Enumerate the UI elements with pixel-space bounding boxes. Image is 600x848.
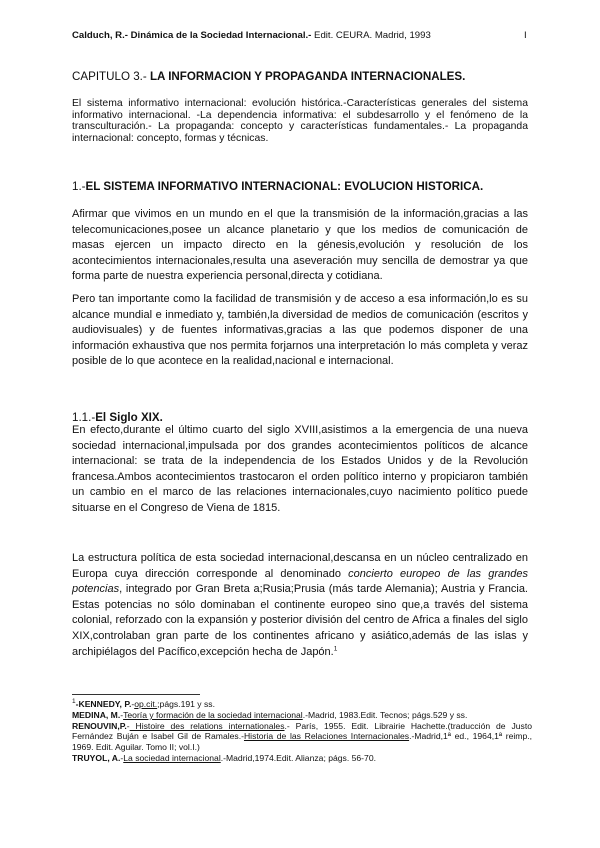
footnote-2-author: MEDINA, M. bbox=[72, 709, 121, 720]
chapter-summary: El sistema informativo internacional: evolución histórica.-Características generales del sistema informativo internacional. -La dependencia informativa: el subdesarrollo y el fenómeno de la transculturación.- La propaganda: concepto y características fundamentales.- La propaganda internacional: concepto, formas y técnicas. bbox=[72, 98, 528, 144]
paragraph-4-text-b: , integrado por Gran Breta a;Rusia;Prusia (más tarde Alemania); Austria y Francia. Estas potencias no sólo dominaban el continente europeo sino que,a través del sistema colonial, reforzado con la expansión y posterior división del centro de Africa a finales del siglo XIX,controlaban gran parte de los continentes africano y asiático,además de las islas y archipiélagos del Pacífico,excepción hecha de Japón. bbox=[72, 583, 528, 658]
paragraph-2: Pero tan importante como la facilidad de transmisión y de acceso a esa información,lo es su alcance mundial e inmediato y, también,la diversidad de medios de comunicación (escritos y audiovisuales) y de fuentes informativas,gracias a las que podemos disponer de una información exhaustiva que nos permita forjarnos una interpretación lo más completa y veraz posible de lo que acontece en la realidad,nacional e internacional. bbox=[72, 293, 528, 368]
section-1-title: EL SISTEMA INFORMATIVO INTERNACIONAL: EVOLUCION HISTORICA. bbox=[85, 180, 484, 193]
section-1-1-prefix: 1.1.- bbox=[72, 411, 96, 424]
footnote-separator bbox=[72, 694, 200, 695]
footnote-2-title: Teoría y formación de la sociedad internacional bbox=[123, 709, 303, 720]
chapter-title-text: LA INFORMACION Y PROPAGANDA INTERNACIONALES. bbox=[149, 70, 466, 83]
footnote-3-mid: .- París, 1955. Edit. Librairie Hachette.(traducción de Justo Fernández Buján e Isabel Gil de Ramales.- bbox=[72, 720, 532, 742]
footnote-4-title: La sociedad internacional bbox=[123, 752, 221, 763]
paragraph-1: Afirmar que vivimos en un mundo en el que la transmisión de la información,gracias a las telecomunicaciones,posee un alcance planetario y que los medios de comunicación de masas ejercen un impacto directo en la génesis,evolución y resolución de los acontecimientos internacionales,resulta una aseveración muy sencilla de demostrar ya que forma parte de nuestra experiencia personal,directa y cotidiana. bbox=[72, 208, 528, 283]
footnote-1 bbox=[72, 699, 532, 710]
footnote-4-author: TRUYOL, A. bbox=[72, 752, 121, 763]
footnote-1-mark: 1 bbox=[72, 698, 76, 706]
footnote-4-rest: .-Madrid,1974.Edit. Alianza; págs. 56-70. bbox=[220, 752, 376, 763]
section-1-prefix: 1.- bbox=[72, 180, 86, 193]
running-header bbox=[72, 30, 532, 41]
footnote-1-link[interactable]: op.cit. bbox=[134, 699, 158, 709]
footnote-1-author: -KENNEDY, P. bbox=[75, 699, 132, 709]
footnote-3-title: Histoire des relations internationales bbox=[129, 720, 285, 731]
paragraph-4-italic: concierto europeo de las grandes potencias bbox=[72, 567, 529, 596]
section-heading-1 bbox=[72, 180, 483, 193]
page-number: I bbox=[524, 30, 527, 41]
footnote-3-author: RENOUVIN,P. bbox=[72, 720, 127, 731]
paragraph-4-text-a: La estructura política de esta sociedad internacional,descansa en un núcleo centralizado en Europa cuya dirección corresponde al denominado bbox=[72, 552, 528, 580]
section-1-1-title: El Siglo XIX. bbox=[95, 411, 163, 424]
footnote-3 bbox=[72, 721, 532, 753]
footnote-2-sep: - bbox=[120, 709, 124, 720]
chapter-prefix: CAPITULO 3.- bbox=[72, 70, 150, 83]
header-author-title: Calduch, R.- Dinámica de la Sociedad Internacional.- bbox=[72, 30, 312, 41]
footnote-3-rest: .-Madrid,1ª ed., 1964,1ª reimp., 1969. Edit. Aguilar. Tomo II; vol.I.) bbox=[72, 731, 533, 753]
chapter-title bbox=[72, 70, 465, 83]
footnote-1-sep: - bbox=[131, 699, 135, 709]
footnote-2 bbox=[72, 710, 532, 721]
footnote-3-title-2: Historia de las Relaciones Internacionales bbox=[243, 731, 410, 742]
footnote-2-rest: .-Madrid, 1983.Edit. Tecnos; págs.529 y ss. bbox=[302, 709, 468, 720]
header-publisher: Edit. CEURA. Madrid, 1993 bbox=[311, 30, 431, 41]
footnote-4-sep: - bbox=[120, 752, 124, 763]
footnote-1-rest: ;págs.191 y ss. bbox=[157, 699, 215, 709]
footnote-4 bbox=[72, 753, 532, 764]
footnotes bbox=[72, 699, 532, 764]
footnote-3-sep: - bbox=[126, 720, 130, 731]
footnote-reference[interactable]: 1 bbox=[333, 644, 338, 652]
paragraph-3: En efecto,durante el último cuarto del siglo XVIII,asistimos a la emergencia de una nueva sociedad internacional,impulsada por dos grandes acontecimientos políticos de alcance internacional: se trata de la independencia de los Estados Unidos y de la Revolución francesa.Ambos acontecimientos trastocaron el orden político interno y propiciaron también un cambio en el marco de las relaciones internacionales,cuyo nacimiento político puede situarse en el Congreso de Viena de 1815. bbox=[72, 424, 528, 514]
paragraph-4 bbox=[72, 551, 528, 660]
